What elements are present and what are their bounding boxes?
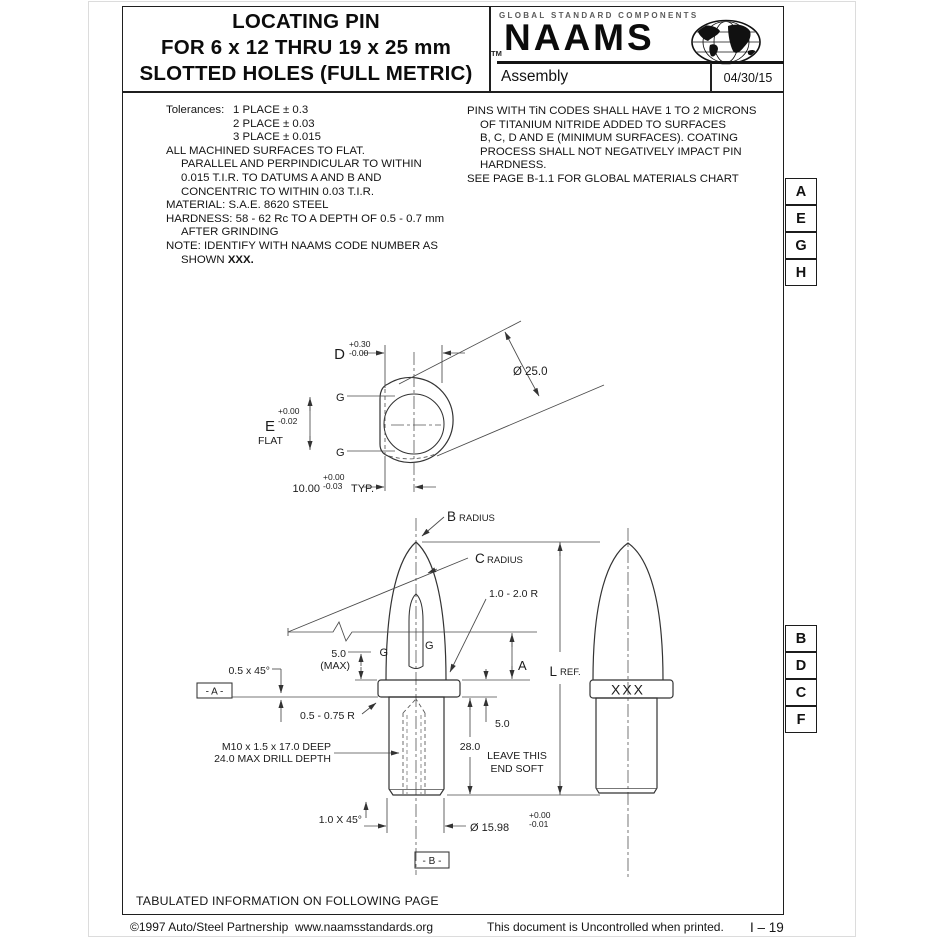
bottom-chamfer-label: 1.0 X 45° — [318, 814, 362, 826]
thread-note-line1: M10 x 1.5 x 17.0 DEEP — [221, 741, 331, 753]
dim-5max-label: 5.0 — [331, 648, 346, 660]
dim-e-tol-plus: +0.00 — [278, 406, 300, 416]
footer-copyright: ©1997 Auto/Steel Partnership — [130, 920, 289, 934]
tolerance-2place: 2 PLACE ± 0.03 — [233, 117, 315, 130]
top-view — [258, 321, 604, 495]
dim-d-tol-plus: +0.30 — [349, 339, 371, 349]
note-line: PINS WITH TiN CODES SHALL HAVE 1 TO 2 MICRONS — [467, 105, 757, 117]
zone-box-e: E — [785, 205, 817, 232]
b-radius-word: RADIUS — [459, 513, 495, 524]
note-line-hardness: HARDNESS: 58 - 62 Rc TO A DEPTH OF 0.5 - 0.7 mm — [166, 212, 445, 225]
note-line: ALL MACHINED SURFACES TO FLAT. — [166, 144, 365, 157]
tolerances-label: Tolerances: — [166, 104, 225, 116]
typ-label: TYP. — [351, 483, 375, 495]
zone-box-g: G — [785, 232, 817, 259]
shank-outline — [389, 697, 444, 795]
lref-word: REF. — [560, 667, 581, 678]
dim-e-label: E — [264, 418, 275, 435]
dim-w-tol-plus: +0.00 — [323, 472, 345, 482]
dim-shank-dia-label: Ø 15.98 — [470, 822, 510, 834]
note-line-materials-chart: SEE PAGE B-1.1 FOR GLOBAL MATERIALS CHART — [467, 172, 739, 185]
thread-note-line2: 24.0 MAX DRILL DEPTH — [214, 753, 331, 765]
pin-head-outline — [380, 378, 453, 463]
note-line-material: MATERIAL: S.A.E. 8620 STEEL — [166, 199, 329, 212]
soft-note-line2: END SOFT — [490, 763, 544, 775]
footer-website: www.naamsstandards.org — [295, 920, 434, 934]
b-radius-letter: B — [447, 509, 457, 524]
zone-box-a: A — [785, 178, 817, 205]
shank-dia-tol-minus: -0.01 — [529, 819, 549, 829]
zone-box-b: B — [785, 625, 817, 652]
c-radius-construction-line — [288, 558, 468, 632]
shank-outline — [596, 698, 657, 793]
g-flat-label: G — [336, 447, 345, 459]
dim-5max-suffix: (MAX) — [320, 660, 350, 672]
footer-uncontrolled-notice: This document is Uncontrolled when printed. — [487, 920, 724, 934]
tolerance-1place: 1 PLACE ± 0.3 — [233, 104, 309, 116]
trademark-label: TM — [491, 49, 502, 58]
side-view — [197, 509, 600, 875]
c-radius-word: RADIUS — [487, 555, 523, 566]
zone-box-c: C — [785, 679, 817, 706]
dim-w-label: 10.00 — [292, 483, 320, 495]
reference-break-line — [288, 622, 537, 641]
dim-d-tol-minus: -0.00 — [349, 348, 369, 358]
b-radius-leader — [422, 517, 444, 536]
top-chamfer-label: 0.5 x 45° — [228, 665, 270, 677]
dim-head-dia-label: Ø 25.0 — [513, 366, 548, 378]
flange-outline — [378, 680, 460, 697]
footer-page-number: I – 19 — [750, 920, 784, 935]
dim-w-tol-minus: -0.03 — [323, 481, 343, 491]
dim-a-label: A — [518, 658, 527, 673]
datum-a-label: - A - — [205, 686, 224, 698]
dim-flange-label: 5.0 — [495, 718, 510, 730]
c-radius-letter: C — [475, 551, 485, 566]
drill-point-line — [403, 699, 416, 713]
logo-tagline: GLOBAL STANDARD COMPONENTS — [499, 11, 699, 20]
flange-radius-label: 0.5 - 0.75 R — [300, 710, 355, 722]
naams-logo-text: NAAMS — [504, 17, 655, 58]
right-view — [590, 528, 673, 878]
dia-tangent-line — [399, 321, 521, 384]
tip-radius-leader — [450, 599, 486, 672]
title-line-3: SLOTTED HOLES (FULL METRIC) — [139, 62, 473, 85]
note-line: B, C, D AND E (MINIMUM SURFACES). COATING — [480, 132, 738, 145]
dim-d-label: D — [334, 346, 345, 363]
dia-arrow — [505, 332, 521, 363]
dim-e-tol-minus: -0.02 — [278, 416, 298, 426]
zone-box-d: D — [785, 652, 817, 679]
dim-28-label: 28.0 — [459, 741, 481, 753]
flat-label: FLAT — [258, 435, 283, 447]
soft-note-line1: LEAVE THIS — [487, 750, 547, 762]
note-line-shown-text: SHOWN — [181, 253, 228, 266]
naams-code-marking: XXX — [610, 681, 646, 698]
note-line: PROCESS SHALL NOT NEGATIVELY IMPACT PIN — [480, 145, 742, 158]
note-line: AFTER GRINDING — [181, 226, 279, 239]
g-flat-label: G — [425, 640, 434, 652]
dia-tangent-line — [437, 385, 604, 456]
zone-box-f: F — [785, 706, 817, 733]
revision-date: 04/30/15 — [723, 71, 773, 85]
note-line-shown-xxx: XXX. — [227, 253, 254, 266]
zone-box-h: H — [785, 259, 817, 286]
note-line: HARDNESS. — [480, 159, 547, 172]
note-line: OF TITANIUM NITRIDE ADDED TO SURFACES — [480, 118, 726, 131]
drill-point-line — [416, 699, 425, 713]
division-label: Assembly — [501, 68, 569, 85]
title-line-1: LOCATING PIN — [232, 10, 380, 33]
flange-radius-leader — [362, 703, 376, 714]
g-flat-label: G — [336, 392, 345, 404]
datum-b-label: - B - — [422, 856, 442, 867]
lref-letter: L — [549, 664, 557, 679]
tip-radius-label: 1.0 - 2.0 R — [489, 588, 539, 600]
note-line: PARALLEL AND PERPINDICULAR TO WITHIN — [181, 158, 422, 171]
g-flat-label: G — [379, 647, 388, 659]
title-line-2: FOR 6 x 12 THRU 19 x 25 mm — [160, 36, 452, 59]
note-line: 0.015 T.I.R. TO DATUMS A AND B AND — [181, 171, 382, 184]
note-line-id: NOTE: IDENTIFY WITH NAAMS CODE NUMBER AS — [166, 239, 438, 252]
tabulated-info-note: TABULATED INFORMATION ON FOLLOWING PAGE — [136, 894, 439, 908]
tolerance-3place: 3 PLACE ± 0.015 — [233, 131, 321, 144]
note-line: CONCENTRIC TO WITHIN 0.03 T.I.R. — [181, 185, 375, 198]
shank-dia-tol-plus: +0.00 — [529, 810, 551, 820]
